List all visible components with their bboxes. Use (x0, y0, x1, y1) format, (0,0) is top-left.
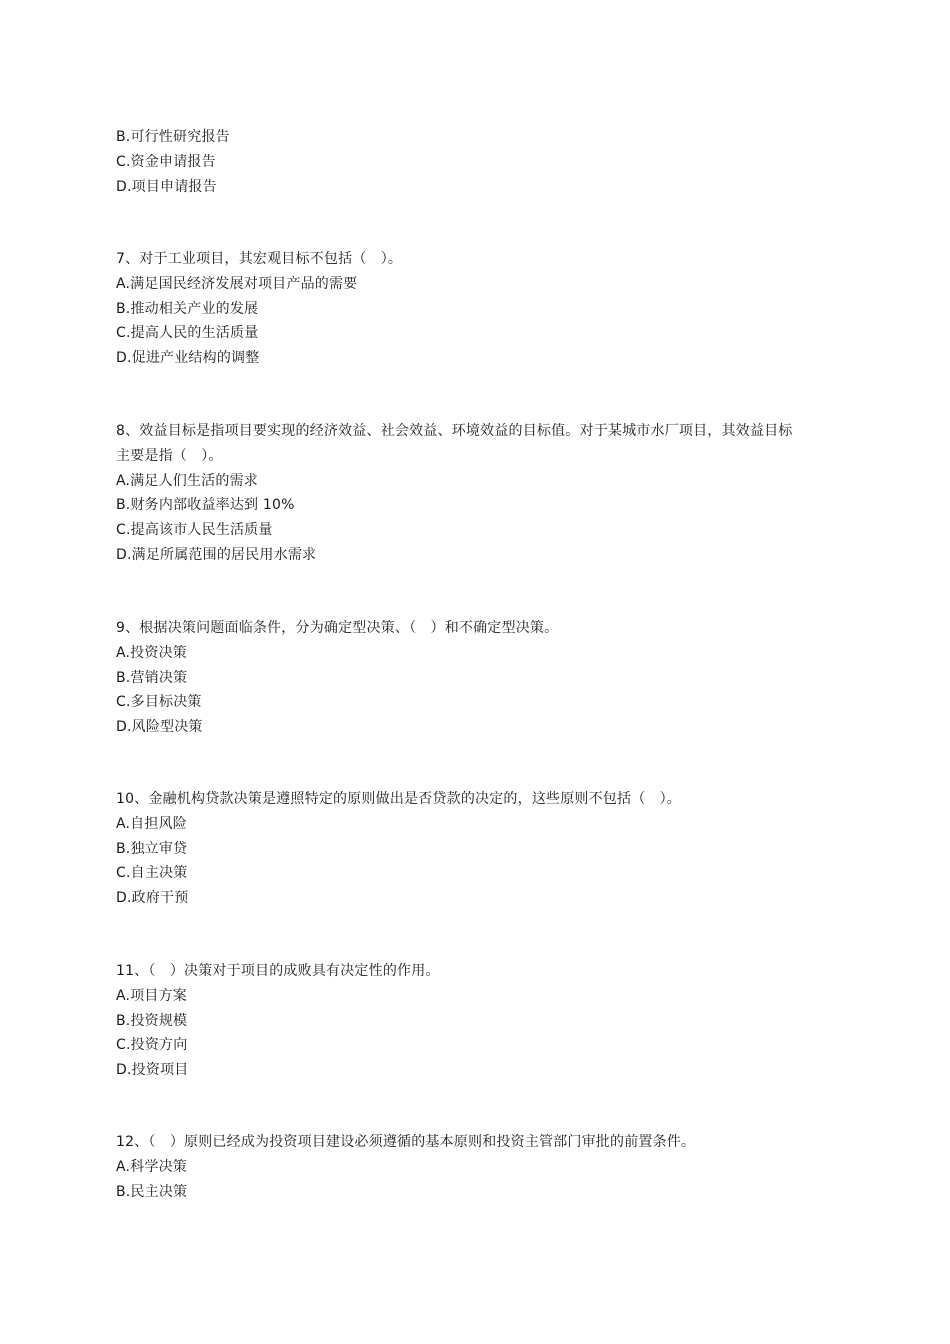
question-10 (116, 787, 846, 911)
option-d: D.政府干预 (116, 890, 189, 907)
option-d: D.促进产业结构的调整 (116, 350, 260, 367)
option-b: B.营销决策 (116, 669, 188, 686)
option-b: B.可行性研究报告 (116, 129, 230, 145)
question-9 (116, 616, 846, 740)
option-b: B.独立审贷 (116, 840, 188, 857)
option-a: A.满足国民经济发展对项目产品的需要 (116, 275, 358, 292)
option-a: A.投资决策 (116, 644, 187, 661)
option-c: C.提高人民的生活质量 (116, 325, 259, 342)
question-11 (116, 959, 846, 1083)
option-a: A.科学决策 (116, 1158, 187, 1175)
option-c: C.资金申请报告 (116, 153, 216, 170)
option-a: A.自担风险 (116, 815, 187, 832)
question-text: 12、（ ）原则已经成为投资项目建设必须遵循的基本原则和投资主管部门审批的前置条件。 (116, 1134, 696, 1150)
question-text-line-2: 主要是指（ ）。 (116, 447, 223, 464)
option-c: C.提高该市人民生活质量 (116, 522, 273, 539)
question-text-line-1: 8、效益目标是指项目要实现的经济效益、社会效益、环境效益的目标值。对于某城市水厂项目，其效益目标 (116, 423, 793, 439)
option-d: D.投资项目 (116, 1062, 189, 1079)
option-c: C.投资方向 (116, 1037, 188, 1054)
question-text: 11、（ ）决策对于项目的成败具有决定性的作用。 (116, 963, 440, 979)
option-b: B.投资规模 (116, 1012, 188, 1029)
option-c: C.自主决策 (116, 865, 188, 882)
question-text: 9、根据决策问题面临条件，分为确定型决策、（ ）和不确定型决策。 (116, 620, 559, 636)
question-7 (116, 247, 846, 371)
question-text: 7、对于工业项目，其宏观目标不包括（ ）。 (116, 251, 403, 267)
option-d: D.项目申请报告 (116, 178, 217, 195)
option-b: B.财务内部收益率达到 10% (116, 497, 295, 514)
option-d: D.满足所属范围的居民用水需求 (116, 546, 317, 563)
option-a: A.满足人们生活的需求 (116, 472, 258, 489)
option-a: A.项目方案 (116, 987, 187, 1004)
option-b: B.推动相关产业的发展 (116, 300, 259, 317)
option-d: D.风险型决策 (116, 719, 203, 736)
question-12 (116, 1130, 846, 1204)
option-c: C.多目标决策 (116, 694, 202, 711)
option-b: B.民主决策 (116, 1183, 188, 1200)
question-8 (116, 419, 846, 568)
question-6-continued-options (116, 125, 846, 199)
question-text: 10、金融机构贷款决策是遵照特定的原则做出是否贷款的决定的，这些原则不包括（ ）。 (116, 791, 682, 807)
